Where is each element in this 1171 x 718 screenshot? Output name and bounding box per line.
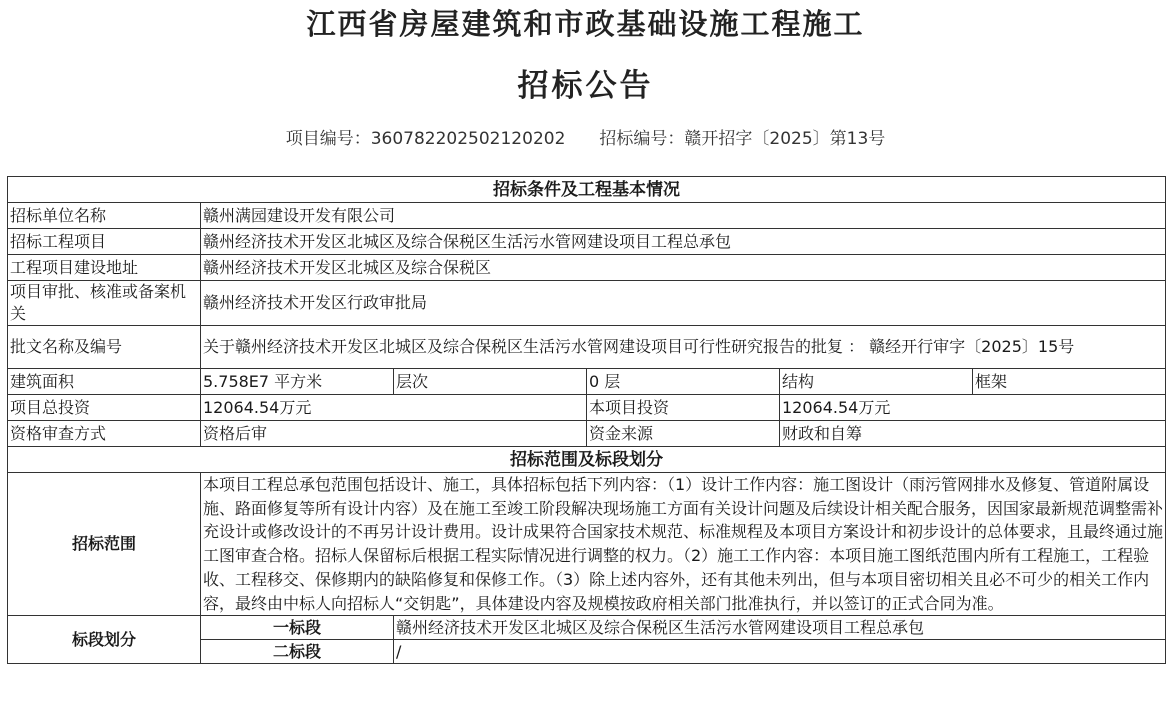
- row-value: 赣州满园建设开发有限公司: [201, 203, 1166, 229]
- structure-label: 结构: [780, 369, 973, 395]
- area-value: 5.758E7 平方米: [201, 369, 394, 395]
- tender-no-label: 招标编号：: [599, 129, 685, 149]
- lot-name: 二标段: [201, 640, 394, 664]
- row-label: 招标单位名称: [8, 203, 201, 229]
- table-row: [8, 421, 1166, 447]
- table-row: [8, 473, 1166, 616]
- notice-subtitle: 招标公告: [517, 68, 654, 104]
- row-label: 批文名称及编号: [8, 326, 201, 369]
- row-value: 关于赣州经济技术开发区北城区及综合保税区生活污水管网建设项目可行性研究报告的批复 ： 赣经开行审字〔2025〕15号: [201, 326, 1166, 369]
- floors-label: 层次: [394, 369, 587, 395]
- table-row: [8, 229, 1166, 255]
- fund-source-label: 资金来源: [587, 421, 780, 447]
- row-label: 工程项目建设地址: [8, 255, 201, 281]
- lots-label: 标段划分: [8, 616, 201, 664]
- qual-method-label: 资格审查方式: [8, 421, 201, 447]
- table-row: [8, 616, 1166, 640]
- project-no-label: 项目编号：: [285, 129, 371, 149]
- notice-title: 江西省房屋建筑和市政基础设施工程施工: [306, 7, 865, 41]
- total-invest-label: 项目总投资: [8, 395, 201, 421]
- floors-value: 0 层: [587, 369, 780, 395]
- section-heading-scope: 招标范围及标段划分: [8, 447, 1166, 473]
- row-label: 招标工程项目: [8, 229, 201, 255]
- row-label: 项目审批、核准或备案机关: [8, 281, 201, 326]
- table-row: [8, 326, 1166, 369]
- fund-source-value: 财政和自筹: [780, 421, 1166, 447]
- lot-name: 一标段: [201, 616, 394, 640]
- section-heading-row: [8, 177, 1166, 203]
- row-value: 赣州经济技术开发区行政审批局: [201, 281, 1166, 326]
- tender-info-table: [7, 176, 1166, 664]
- table-row: [8, 281, 1166, 326]
- area-label: 建筑面积: [8, 369, 201, 395]
- scope-label: 招标范围: [8, 473, 201, 616]
- lot-value: 赣州经济技术开发区北城区及综合保税区生活污水管网建设项目工程总承包: [394, 616, 1166, 640]
- table-row: [8, 255, 1166, 281]
- tender-no: 赣开招字〔2025〕第13号: [684, 129, 886, 149]
- structure-value: 框架: [973, 369, 1166, 395]
- row-value: 赣州经济技术开发区北城区及综合保税区生活污水管网建设项目工程总承包: [201, 229, 1166, 255]
- project-no: 360782202502120202: [370, 129, 566, 149]
- total-invest-value: 12064.54万元: [201, 395, 587, 421]
- scope-text: 本项目工程总承包范围包括设计、施工，具体招标包括下列内容：（1）设计工作内容：施工图设计（雨污管网排水及修复、管道附属设施、路面修复等所有设计内容）及在施工至竣工阶段解决现场施工方面有关设计问题及后续设计相关配合服务，因国家最新规范调整需补充设计或修改设计的不再另计设计费用。设计成果符合国家技术规范、标准规程及本项目方案设计和初步设计的总体要求，且最终通过施工图审查合格。招标人保留标后根据工程实际情况进行调整的权力。（2）施工工作内容：本项目施工图纸范围内所有工程施工，工程验收、工程移交、保修期内的缺陷修复和保修工作。（3）除上述内容外，还有其他未列出，但与本项目密切相关且必不可少的相关工作内容，最终由中标人向招标人“交钥匙”，具体建设内容及规模按政府相关部门批准执行，并以签订的正式合同为准。: [201, 473, 1166, 616]
- lot-value: /: [394, 640, 1166, 664]
- table-row: [8, 203, 1166, 229]
- notice-meta: [0, 124, 1171, 149]
- project-invest-value: 12064.54万元: [780, 395, 1166, 421]
- section-heading-conditions: 招标条件及工程基本情况: [8, 177, 1166, 203]
- project-invest-label: 本项目投资: [587, 395, 780, 421]
- qual-method-value: 资格后审: [201, 421, 587, 447]
- section-heading-row: [8, 447, 1166, 473]
- row-value: 赣州经济技术开发区北城区及综合保税区: [201, 255, 1166, 281]
- table-row: [8, 395, 1166, 421]
- table-row: [8, 369, 1166, 395]
